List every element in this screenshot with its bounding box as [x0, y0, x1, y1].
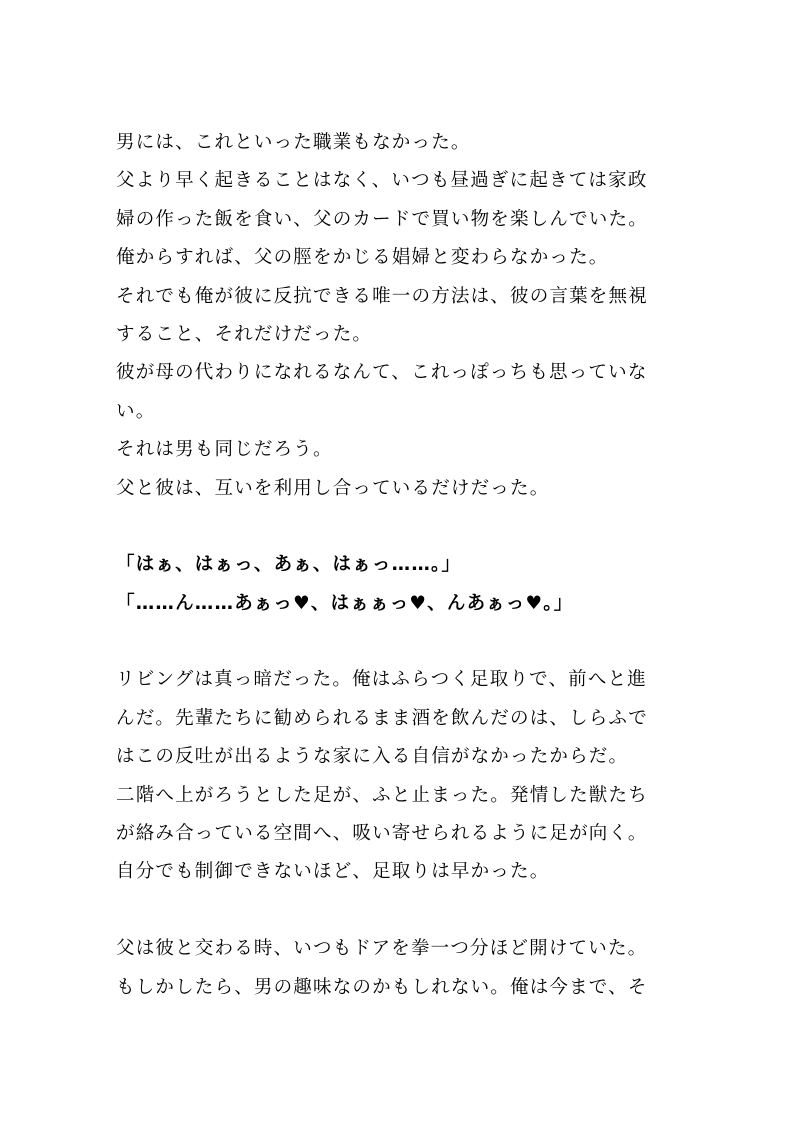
- paragraph-line: はこの反吐が出るような家に入る自信がなかったからだ。: [116, 746, 629, 768]
- paragraph-line: 二階へ上がろうとした足が、ふと止まった。発情した獣たち: [116, 784, 648, 806]
- paragraph-line: 彼が母の代わりになれるなんて、これっぽっちも思っていな: [116, 362, 648, 384]
- paragraph-line: もしかしたら、男の趣味なのかもしれない。俺は今まで、そ: [116, 976, 648, 998]
- dialogue-line: 「……ん……あぁっ♥、はぁぁっ♥、んあぁっ♥。」: [116, 592, 574, 614]
- paragraph-line: それは男も同じだろう。: [116, 439, 333, 461]
- paragraph-line: 俺からすれば、父の脛をかじる娼婦と変わらなかった。: [116, 247, 609, 269]
- paragraph-line: それでも俺が彼に反抗できる唯一の方法は、彼の言葉を無視: [116, 285, 648, 307]
- paragraph-line: 男には、これといった職業もなかった。: [116, 132, 471, 153]
- paragraph-line: 婦の作った飯を食い、父のカードで買い物を楽しんでいた。: [116, 208, 648, 230]
- dialogue-line: 「はぁ、はぁっ、あぁ、はぁっ……。」: [116, 554, 462, 576]
- paragraph-line: 父より早く起きることはなく、いつも昼過ぎに起きては家政: [116, 170, 648, 192]
- paragraph-line: が絡み合っている空間へ、吸い寄せられるように足が向く。: [116, 823, 648, 845]
- paragraph-line: 父と彼は、互いを利用し合っているだけだった。: [116, 477, 550, 499]
- paragraph-line: んだ。先輩たちに勧められるまま酒を飲んだのは、しらふで: [116, 707, 648, 729]
- body-text: [116, 124, 686, 1007]
- paragraph-line: 父は彼と交わる時、いつもドアを拳一つ分ほど開けていた。: [116, 938, 648, 960]
- blank-line: [116, 892, 686, 930]
- paragraph-line: 自分でも制御できないほど、足取りは早かった。: [116, 861, 550, 883]
- blank-line: [116, 623, 686, 661]
- paragraph-line: い。: [116, 400, 156, 422]
- paragraph-line: リビングは真っ暗だった。俺はふらつく足取りで、前へと進: [116, 669, 647, 691]
- blank-line: [116, 508, 686, 546]
- paragraph-line: すること、それだけだった。: [116, 323, 373, 345]
